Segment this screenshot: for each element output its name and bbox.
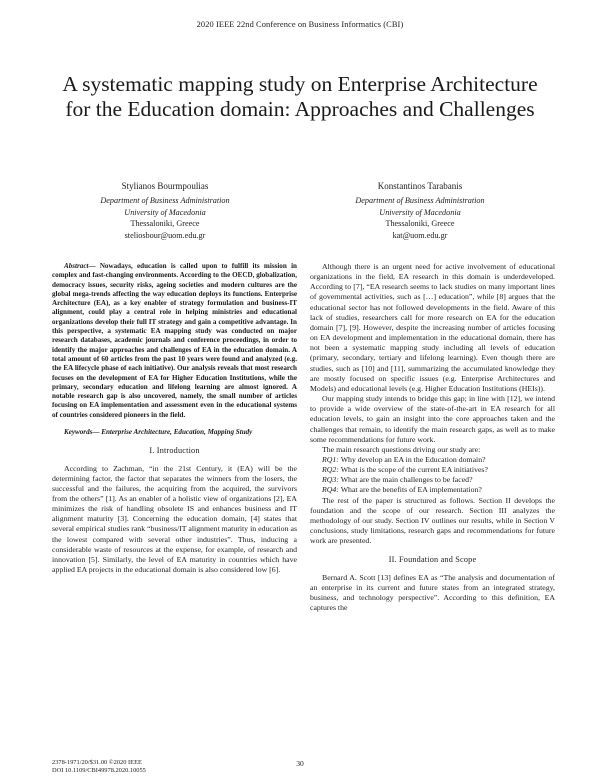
body-paragraph: The rest of the paper is structured as follows. Section II develops the foundation and the scope of our research. Section III analyzes the methodology of our study. Section IV outlines our results, while in Section V conclusions, study limitations, research gaps and recommendations for future work are presented. (310, 495, 555, 546)
research-question (310, 485, 555, 495)
doi-line: DOI 10.1109/CBI49978.2020.10055 (52, 767, 146, 774)
research-question (310, 455, 555, 465)
body-paragraph: Our mapping study intends to bridge this gap; in line with [12], we intend to provide a wide overview of the state-of-the-art in EA research for all education levels, to gain an insight into the core approaches taken and the challenges that remain, to identify the main research gaps, as well as to make some recommendations for future work. (310, 394, 555, 444)
abstract-lead: Abstract (64, 262, 89, 270)
abstract (52, 262, 297, 420)
left-column (52, 262, 297, 575)
author-1 (45, 180, 285, 241)
rq-label: RQ1: (322, 454, 339, 464)
rq-text: What are the main challenges to be faced? (338, 475, 473, 485)
section-heading-foundation: II. Foundation and Scope (388, 555, 477, 565)
author-city: Thessaloniki, Greece (130, 219, 200, 229)
rq-text: What is the scope of the current EA initiatives? (338, 465, 488, 475)
author-email: kat@uom.edu.gr (392, 230, 448, 240)
research-question (310, 465, 555, 475)
author-university: University of Macedonia (379, 207, 461, 217)
author-department: Department of Business Administration (100, 196, 230, 205)
body-paragraph: The main research questions driving our study are: (322, 444, 481, 454)
author-name: Konstantinos Tarabanis (377, 181, 463, 191)
author-name: Stylianos Bourmpoulias (121, 181, 209, 191)
rq-text: What are the benefits of EA implementation? (338, 485, 482, 495)
keywords (52, 428, 297, 437)
paper-title: A systematic mapping study on Enterprise Architecture for the Education domain: Approaches and Challenges (62, 72, 538, 121)
rq-text: Why develop an EA in the Education domain? (338, 454, 486, 464)
author-email: steliosbour@uom.edu.gr (124, 230, 206, 240)
abstract-body: — Nowadays, education is called upon to fulfill its mission in complex and fast-changing environments. According to the OECD, globalization, democracy issues, security risks, ageing societies and modern cultures are the global mega-trends affecting the way education deploys its functions. Enterprise Architecture (EA), as a key enabler of strategy formulation and business-IT alignment, could play a central role in helping ministries and educational organizations develop their full IT strategy and gain a competitive advantage. In this perspective, a systematic EA mapping study was conducted on major research databases, academic journals and conference proceedings, in order to identify the major approaches and challenges of EA in the education domain. A total amount of 60 articles from the past 10 years were found and analyzed (e.g. the EA lifecycle phase of each initiative). Our analysis reveals that most research focuses on the development of EA for Higher Education Institutions, while the primary, secondary education and lifelong learning are almost ignored. A notable research gap is also uncovered, namely, the small number of articles focusing on EA implementation and assessment even in the educational systems of countries considered pioneers in the field. (52, 262, 297, 419)
keywords-lead: Keywords (64, 428, 93, 437)
rq-label: RQ2: (322, 465, 339, 475)
copyright-line: 2378-1971/20/$31.00 ©2020 IEEE (52, 759, 142, 766)
author-city: Thessaloniki, Greece (385, 219, 455, 229)
author-university: University of Macedonia (124, 207, 206, 217)
section-heading-introduction: I. Introduction (149, 446, 200, 456)
keywords-body: — Enterprise Architecture, Education, Mapping Study (92, 428, 253, 437)
body-paragraph: Bernard A. Scott [13] defines EA as “The analysis and documentation of an enterprise in its current and future states from an integrated strategy, business, and technology perspective”. According to this definition, EA captures the (310, 572, 555, 612)
right-column (310, 262, 555, 613)
author-department: Department of Business Administration (355, 196, 485, 205)
conference-header: 2020 IEEE 22nd Conference on Business Informatics (CBI) (196, 20, 404, 29)
rq-label: RQ4: (322, 485, 339, 495)
rq-label: RQ3: (322, 475, 339, 485)
body-paragraph: Although there is an urgent need for active involvement of educational organizations in the field, EA research in this domain is underdeveloped. According to [7], “EA research seems to lack studies on many important lines of governmental activities, such as […] education”, while [8] argues that the educational sector has not followed developments in the field. Aware of this lack of studies, researchers call for more research on EA for the education domain [7], [9]. However, despite the increasing number of articles focusing on EA development and implementation in the educational domain, there has not been a systematic mapping study including all levels of education (primary, secondary, tertiary and lifelong learning). Even though there are studies, such as [10] and [11], summarizing the accumulated knowledge they are mostly focused on specific issues (e.g. Enterprise Architectures and Models) and educational levels (e.g. Higher Education Institutions (HEIs)). (310, 262, 555, 393)
intro-paragraph: According to Zachman, “in the 21st Century, it (EA) will be the determining factor, the factor that separates the winners from the losers, the successful and the failures, the acquiring from the acquired, the survivors from the others” [1]. As an enabler of a holistic view of organizations [2], EA minimizes the risk of handling obsolete IS and enhances business and IT alignment maturity [3]. Concerning the education domain, [4] states that several empirical studies rank “business/IT alignment maturity in education as the lowest compared with several other industries”. Thus, inducing a considerable waste of resources at the expense, for example, of research and innovation [5]. Similarly, the level of EA maturity in countries which have applied EA projects in the educational domain is also considered low [6]. (52, 463, 297, 575)
author-2 (300, 180, 540, 241)
page-number: 30 (296, 759, 304, 768)
research-question (310, 475, 555, 485)
